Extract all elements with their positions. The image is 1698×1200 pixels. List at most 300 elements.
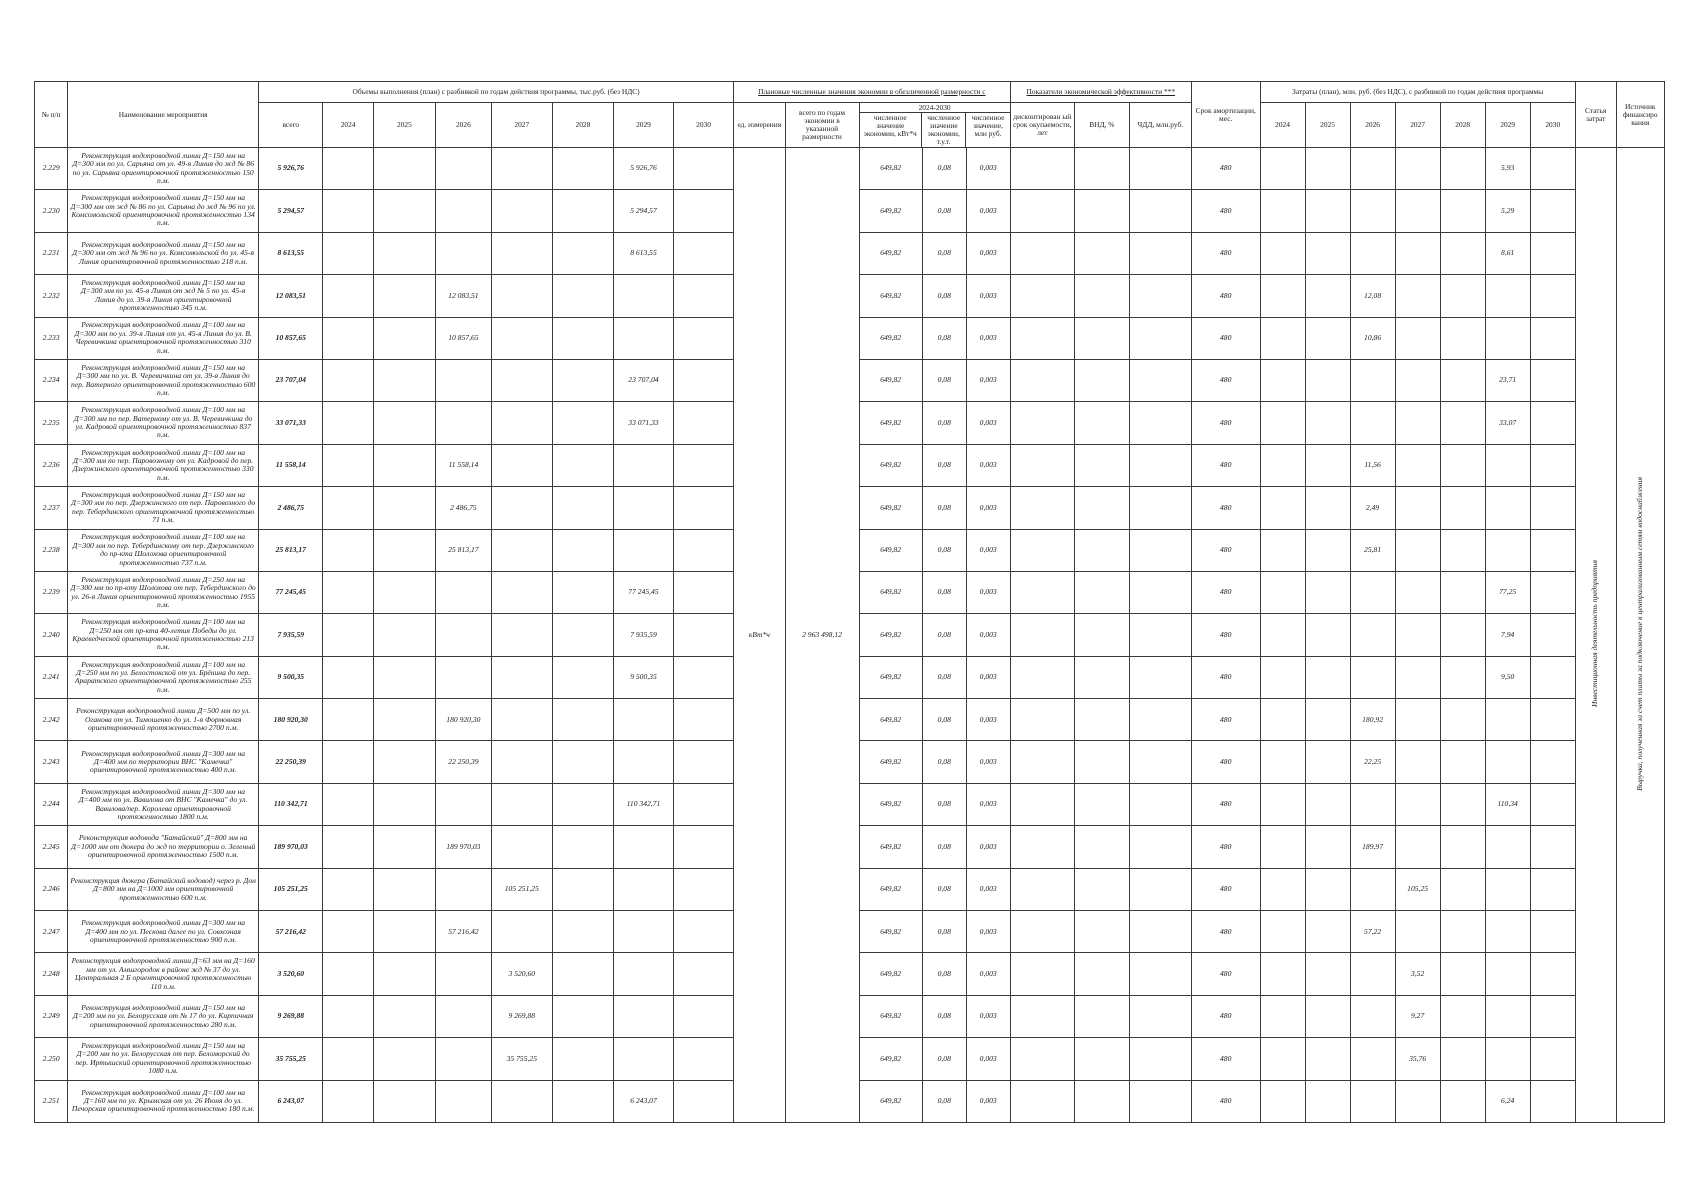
row-saving-kwh: 649,82 <box>859 148 922 190</box>
header-name: Наименование мероприятия <box>68 82 259 148</box>
row-vnd <box>1075 529 1130 571</box>
row-number: 2.245 <box>35 826 68 868</box>
row-volume-2030 <box>674 699 734 741</box>
row-cost-2028 <box>1440 1080 1485 1122</box>
header-cost-2029: 2029 <box>1485 103 1530 148</box>
row-cost-2029 <box>1485 1038 1530 1080</box>
row-saving-tut: 0,08 <box>922 232 966 274</box>
row-total-volume: 8 613,55 <box>259 232 323 274</box>
row-cost-2026: 10,86 <box>1350 317 1395 359</box>
row-measure-name: Реконструкция водопроводной линии Д=300 мм на Д=400 мм по территории ВНС "Камечка" ориентировочной протяженностью 400 п.м. <box>68 741 259 783</box>
header-year-2030: 2030 <box>674 103 734 148</box>
header-costs-group: Затраты (план), млн. руб. (без НДС), с разбивкой по годам действия программы <box>1260 82 1575 103</box>
row-volume-2025 <box>373 614 435 656</box>
row-measure-name: Реконструкция водопроводной линии Д=100 мм на Д=250 мм по ул. Белостокской от ул. Брёнина до пер. Араратского ориентировочной протяженностью 255 п.м. <box>68 656 259 698</box>
row-saving-rub: 0,003 <box>966 868 1010 910</box>
row-chdd <box>1129 148 1191 190</box>
row-cost-2025 <box>1305 911 1350 953</box>
row-cost-2030 <box>1530 868 1575 910</box>
row-volume-2029 <box>613 826 673 868</box>
row-total-volume: 5 294,57 <box>259 190 323 232</box>
row-volume-2028 <box>552 190 613 232</box>
row-saving-rub: 0,003 <box>966 275 1010 317</box>
row-cost-2027 <box>1395 614 1440 656</box>
row-cost-2028 <box>1440 571 1485 613</box>
row-payback <box>1010 232 1074 274</box>
header-cost-2026: 2026 <box>1350 103 1395 148</box>
row-volume-2026 <box>436 868 492 910</box>
row-cost-2029 <box>1485 275 1530 317</box>
row-cost-2030 <box>1530 953 1575 995</box>
row-cost-2026 <box>1350 190 1395 232</box>
row-cost-2029 <box>1485 741 1530 783</box>
source-merged-cell <box>1616 148 1664 1123</box>
row-volume-2026: 57 216,42 <box>436 911 492 953</box>
row-cost-2026 <box>1350 148 1395 190</box>
row-volume-2029 <box>613 444 673 486</box>
row-amortization: 480 <box>1191 741 1260 783</box>
row-measure-name: Реконструкция водопроводной линии Д=100 мм на Д=300 мм по ул. 39-я Линия от ул. 45-я Линия до ул. В. Черевичкина ориентировочной протяженностью 310 п.м. <box>68 317 259 359</box>
row-vnd <box>1075 614 1130 656</box>
row-measure-name: Реконструкция водопроводной линии Д=300 мм на Д=400 мм по ул. Вавилова от ВНС "Камечка" до ул. Вавилова/пер. Королева ориентировочной протяженностью 1800 п.м. <box>68 783 259 825</box>
row-cost-2029: 8,61 <box>1485 232 1530 274</box>
row-cost-2024 <box>1260 699 1305 741</box>
row-amortization: 480 <box>1191 783 1260 825</box>
row-measure-name: Реконструкция водовода "Батайский" Д=800 мм на Д=1000 мм от дюкера до жд по территории о. Зеленый ориентировочной протяженностью 1500 п.м. <box>68 826 259 868</box>
row-volume-2027 <box>491 783 552 825</box>
row-vnd <box>1075 1038 1130 1080</box>
row-saving-rub: 0,003 <box>966 232 1010 274</box>
row-saving-rub: 0,003 <box>966 359 1010 401</box>
row-vnd <box>1075 741 1130 783</box>
row-cost-2028 <box>1440 402 1485 444</box>
row-cost-2030 <box>1530 911 1575 953</box>
header-volumes-group: Объемы выполнения (план) с разбивкой по годам действия программы, тыс.руб. (без НДС) <box>259 82 734 103</box>
row-volume-2028 <box>552 487 613 529</box>
row-cost-2026: 2,49 <box>1350 487 1395 529</box>
header-year-2028: 2028 <box>552 103 613 148</box>
row-cost-2029: 33,07 <box>1485 402 1530 444</box>
row-vnd <box>1075 232 1130 274</box>
row-volume-2025 <box>373 1080 435 1122</box>
row-volume-2026 <box>436 190 492 232</box>
row-cost-2027: 3,52 <box>1395 953 1440 995</box>
row-saving-kwh: 649,82 <box>859 487 922 529</box>
row-volume-2029: 7 935,59 <box>613 614 673 656</box>
row-volume-2025 <box>373 571 435 613</box>
row-saving-tut: 0,08 <box>922 402 966 444</box>
row-cost-2030 <box>1530 699 1575 741</box>
row-number: 2.235 <box>35 402 68 444</box>
row-volume-2030 <box>674 275 734 317</box>
row-saving-tut: 0,08 <box>922 1080 966 1122</box>
unit-merged-cell: кВт*ч <box>734 148 785 1123</box>
row-cost-2026 <box>1350 783 1395 825</box>
row-volume-2029: 77 245,45 <box>613 571 673 613</box>
row-cost-2028 <box>1440 656 1485 698</box>
row-volume-2028 <box>552 232 613 274</box>
row-cost-2024 <box>1260 995 1305 1037</box>
row-cost-2027 <box>1395 741 1440 783</box>
row-total-volume: 35 755,25 <box>259 1038 323 1080</box>
row-volume-2026: 2 486,75 <box>436 487 492 529</box>
row-chdd <box>1129 868 1191 910</box>
row-cost-2030 <box>1530 148 1575 190</box>
row-saving-tut: 0,08 <box>922 275 966 317</box>
row-cost-2027 <box>1395 529 1440 571</box>
row-cost-2028 <box>1440 699 1485 741</box>
row-volume-2027 <box>491 275 552 317</box>
row-cost-2024 <box>1260 826 1305 868</box>
row-cost-2025 <box>1305 656 1350 698</box>
row-cost-2026 <box>1350 232 1395 274</box>
row-cost-2027 <box>1395 444 1440 486</box>
row-total-volume: 10 857,65 <box>259 317 323 359</box>
row-volume-2027: 105 251,25 <box>491 868 552 910</box>
row-cost-2028 <box>1440 529 1485 571</box>
header-num-kwh: численное значение экономии, кВт*ч <box>860 113 922 147</box>
row-vnd <box>1075 444 1130 486</box>
row-saving-rub: 0,003 <box>966 656 1010 698</box>
row-total-volume: 77 245,45 <box>259 571 323 613</box>
row-cost-2025 <box>1305 1080 1350 1122</box>
row-volume-2024 <box>323 826 373 868</box>
row-cost-2027 <box>1395 911 1440 953</box>
row-volume-2028 <box>552 656 613 698</box>
row-volume-2030 <box>674 953 734 995</box>
row-total-volume: 11 558,14 <box>259 444 323 486</box>
row-volume-2029 <box>613 1038 673 1080</box>
row-cost-2026 <box>1350 614 1395 656</box>
row-cost-2026 <box>1350 953 1395 995</box>
row-vnd <box>1075 953 1130 995</box>
row-cost-2028 <box>1440 1038 1485 1080</box>
row-saving-kwh: 649,82 <box>859 783 922 825</box>
row-measure-name: Реконструкция водопроводной линии Д=150 мм на Д=300 мм по ул. 45-я Линия от жд № 5 по ул. 45-я Линия до ул. 39-я Линия ориентировочной протяженностью 345 п.м. <box>68 275 259 317</box>
row-chdd <box>1129 614 1191 656</box>
row-cost-2030 <box>1530 359 1575 401</box>
row-vnd <box>1075 359 1130 401</box>
row-volume-2024 <box>323 402 373 444</box>
row-volume-2029: 6 243,07 <box>613 1080 673 1122</box>
row-vnd <box>1075 402 1130 444</box>
row-cost-2024 <box>1260 148 1305 190</box>
row-volume-2024 <box>323 190 373 232</box>
row-volume-2027 <box>491 614 552 656</box>
row-volume-2026 <box>436 783 492 825</box>
row-volume-2028 <box>552 402 613 444</box>
row-cost-2030 <box>1530 1080 1575 1122</box>
row-amortization: 480 <box>1191 529 1260 571</box>
row-volume-2030 <box>674 190 734 232</box>
row-cost-2027: 9,27 <box>1395 995 1440 1037</box>
row-saving-rub: 0,003 <box>966 1038 1010 1080</box>
row-volume-2026 <box>436 614 492 656</box>
row-chdd <box>1129 995 1191 1037</box>
row-number: 2.240 <box>35 614 68 656</box>
row-volume-2025 <box>373 911 435 953</box>
row-number: 2.232 <box>35 275 68 317</box>
row-chdd <box>1129 444 1191 486</box>
row-cost-2024 <box>1260 614 1305 656</box>
row-total-volume: 33 071,33 <box>259 402 323 444</box>
row-saving-kwh: 649,82 <box>859 190 922 232</box>
row-volume-2025 <box>373 359 435 401</box>
row-saving-kwh: 649,82 <box>859 359 922 401</box>
row-cost-2028 <box>1440 487 1485 529</box>
row-cost-2027 <box>1395 571 1440 613</box>
row-cost-2028 <box>1440 911 1485 953</box>
document-sheet <box>34 81 1665 1123</box>
row-cost-2025 <box>1305 614 1350 656</box>
row-vnd <box>1075 656 1130 698</box>
row-cost-2027 <box>1395 232 1440 274</box>
row-volume-2024 <box>323 148 373 190</box>
row-cost-2027 <box>1395 317 1440 359</box>
row-number: 2.242 <box>35 699 68 741</box>
row-saving-rub: 0,003 <box>966 614 1010 656</box>
row-volume-2027 <box>491 529 552 571</box>
row-total-volume: 25 813,17 <box>259 529 323 571</box>
row-volume-2026 <box>436 1038 492 1080</box>
row-amortization: 480 <box>1191 656 1260 698</box>
row-volume-2029 <box>613 911 673 953</box>
row-measure-name: Реконструкция водопроводной линии Д=150 мм на Д=300 мм по пер. Дзержинского от пер. Паровозного до пер. Тебердинского ориентировочной протяженностью 71 п.м. <box>68 487 259 529</box>
row-volume-2030 <box>674 1080 734 1122</box>
row-cost-2026: 189,97 <box>1350 826 1395 868</box>
row-cost-2028 <box>1440 148 1485 190</box>
row-saving-tut: 0,08 <box>922 317 966 359</box>
row-measure-name: Реконструкция водопроводной линии Д=250 мм на Д=300 мм по пр-кту Шолохова от пер. Тебердинского до ул. 26-я Линия ориентировочной протяженностью 1955 п.м. <box>68 571 259 613</box>
row-volume-2025 <box>373 402 435 444</box>
row-saving-tut: 0,08 <box>922 1038 966 1080</box>
row-saving-rub: 0,003 <box>966 487 1010 529</box>
row-chdd <box>1129 911 1191 953</box>
row-amortization: 480 <box>1191 1038 1260 1080</box>
row-chdd <box>1129 487 1191 529</box>
row-cost-2028 <box>1440 783 1485 825</box>
row-volume-2030 <box>674 741 734 783</box>
row-vnd <box>1075 571 1130 613</box>
row-chdd <box>1129 741 1191 783</box>
row-amortization: 480 <box>1191 614 1260 656</box>
row-volume-2029: 5 926,76 <box>613 148 673 190</box>
row-volume-2025 <box>373 444 435 486</box>
row-volume-2030 <box>674 868 734 910</box>
row-volume-2029: 110 342,71 <box>613 783 673 825</box>
row-saving-rub: 0,003 <box>966 1080 1010 1122</box>
row-volume-2025 <box>373 529 435 571</box>
row-volume-2027: 35 755,25 <box>491 1038 552 1080</box>
row-chdd <box>1129 571 1191 613</box>
row-vnd <box>1075 148 1130 190</box>
row-cost-2026: 22,25 <box>1350 741 1395 783</box>
row-cost-2025 <box>1305 529 1350 571</box>
row-amortization: 480 <box>1191 402 1260 444</box>
row-volume-2025 <box>373 232 435 274</box>
row-cost-2025 <box>1305 868 1350 910</box>
row-volume-2028 <box>552 741 613 783</box>
row-volume-2027 <box>491 571 552 613</box>
row-cost-2024 <box>1260 571 1305 613</box>
row-saving-tut: 0,08 <box>922 783 966 825</box>
row-number: 2.237 <box>35 487 68 529</box>
row-vnd <box>1075 487 1130 529</box>
row-number: 2.234 <box>35 359 68 401</box>
row-volume-2027 <box>491 402 552 444</box>
row-saving-rub: 0,003 <box>966 148 1010 190</box>
row-cost-2028 <box>1440 614 1485 656</box>
row-volume-2025 <box>373 995 435 1037</box>
row-amortization: 480 <box>1191 190 1260 232</box>
row-payback <box>1010 148 1074 190</box>
row-volume-2027 <box>491 911 552 953</box>
row-saving-kwh: 649,82 <box>859 275 922 317</box>
row-volume-2026 <box>436 402 492 444</box>
row-vnd <box>1075 826 1130 868</box>
row-cost-2024 <box>1260 190 1305 232</box>
row-vnd <box>1075 699 1130 741</box>
row-volume-2029 <box>613 487 673 529</box>
row-saving-tut: 0,08 <box>922 614 966 656</box>
row-cost-2026: 25,81 <box>1350 529 1395 571</box>
row-cost-2026 <box>1350 402 1395 444</box>
row-cost-2029 <box>1485 953 1530 995</box>
row-measure-name: Реконструкция водопроводной линии Д=150 мм на Д=300 мм по ул. Сарьяна от ул. 49-я Линия до жд № 86 по ул. Сарьяна ориентировочной протяженностью 150 п.м. <box>68 148 259 190</box>
row-cost-2025 <box>1305 190 1350 232</box>
row-saving-rub: 0,003 <box>966 699 1010 741</box>
row-measure-name: Реконструкция водопроводной линии Д=100 мм на Д=160 мм по ул. Крымская от ул. 26 Июня до ул. Печорская ориентировочной протяженностью 180 п.м. <box>68 1080 259 1122</box>
row-cost-2024 <box>1260 487 1305 529</box>
row-cost-2026 <box>1350 359 1395 401</box>
row-cost-2027 <box>1395 783 1440 825</box>
row-number: 2.247 <box>35 911 68 953</box>
row-number: 2.243 <box>35 741 68 783</box>
row-volume-2024 <box>323 783 373 825</box>
row-measure-name: Реконструкция водопроводной линии Д=100 мм на Д=250 мм от пр-кта 40-летия Победы до ул. Краеведческой ориентировочной протяженностью 213 п.м. <box>68 614 259 656</box>
row-saving-rub: 0,003 <box>966 317 1010 359</box>
row-saving-tut: 0,08 <box>922 444 966 486</box>
row-volume-2029 <box>613 699 673 741</box>
row-cost-2029 <box>1485 317 1530 359</box>
row-cost-2024 <box>1260 529 1305 571</box>
row-cost-2024 <box>1260 868 1305 910</box>
row-saving-kwh: 649,82 <box>859 995 922 1037</box>
row-cost-2026: 12,08 <box>1350 275 1395 317</box>
header-total-by-years: всего по годам экономии в указанной размерности <box>785 103 859 148</box>
row-saving-kwh: 649,82 <box>859 529 922 571</box>
row-measure-name: Реконструкция водопроводной линии Д=150 мм на Д=200 мм по ул. Белорусская от № 17 до ул. Кирпичная ориентировочной протяженностью 280 п.м. <box>68 995 259 1037</box>
investment-program-table <box>34 81 1665 1123</box>
row-volume-2024 <box>323 444 373 486</box>
row-saving-rub: 0,003 <box>966 783 1010 825</box>
row-volume-2030 <box>674 995 734 1037</box>
row-cost-2029: 9,50 <box>1485 656 1530 698</box>
row-volume-2029 <box>613 953 673 995</box>
row-saving-kwh: 649,82 <box>859 232 922 274</box>
row-cost-2029: 6,24 <box>1485 1080 1530 1122</box>
row-cost-2030 <box>1530 783 1575 825</box>
row-volume-2029: 23 707,04 <box>613 359 673 401</box>
row-volume-2025 <box>373 783 435 825</box>
row-payback <box>1010 1080 1074 1122</box>
row-volume-2026 <box>436 148 492 190</box>
row-chdd <box>1129 275 1191 317</box>
row-cost-2027 <box>1395 148 1440 190</box>
row-payback <box>1010 826 1074 868</box>
row-volume-2030 <box>674 148 734 190</box>
row-saving-kwh: 649,82 <box>859 699 922 741</box>
row-volume-2027 <box>491 359 552 401</box>
row-cost-2024 <box>1260 783 1305 825</box>
row-saving-kwh: 649,82 <box>859 317 922 359</box>
row-amortization: 480 <box>1191 359 1260 401</box>
row-saving-kwh: 649,82 <box>859 571 922 613</box>
row-saving-rub: 0,003 <box>966 571 1010 613</box>
header-year-2029: 2029 <box>613 103 673 148</box>
row-volume-2028 <box>552 614 613 656</box>
row-volume-2030 <box>674 1038 734 1080</box>
row-volume-2027 <box>491 826 552 868</box>
row-volume-2030 <box>674 444 734 486</box>
row-volume-2024 <box>323 571 373 613</box>
row-volume-2025 <box>373 148 435 190</box>
row-volume-2027: 3 520,60 <box>491 953 552 995</box>
row-volume-2026 <box>436 656 492 698</box>
row-saving-tut: 0,08 <box>922 359 966 401</box>
row-volume-2026: 10 857,65 <box>436 317 492 359</box>
header-year-2024: 2024 <box>323 103 373 148</box>
row-saving-kwh: 649,82 <box>859 1038 922 1080</box>
row-saving-tut: 0,08 <box>922 741 966 783</box>
article-text: Инвестиционная деятельность предприятия <box>1590 560 1600 708</box>
row-saving-rub: 0,003 <box>966 826 1010 868</box>
row-cost-2029: 110,34 <box>1485 783 1530 825</box>
row-volume-2027: 9 269,88 <box>491 995 552 1037</box>
row-volume-2028 <box>552 699 613 741</box>
row-volume-2027 <box>491 317 552 359</box>
row-number: 2.230 <box>35 190 68 232</box>
row-volume-2025 <box>373 868 435 910</box>
source-text: Выручка, полученная за счет платы за подключение к централизованным сетям водоснабжения <box>1635 476 1645 791</box>
row-total-volume: 180 920,30 <box>259 699 323 741</box>
header-cost-2028: 2028 <box>1440 103 1485 148</box>
row-cost-2029 <box>1485 699 1530 741</box>
row-cost-2028 <box>1440 232 1485 274</box>
row-saving-tut: 0,08 <box>922 868 966 910</box>
row-cost-2030 <box>1530 444 1575 486</box>
row-volume-2028 <box>552 995 613 1037</box>
row-total-volume: 23 707,04 <box>259 359 323 401</box>
row-cost-2030 <box>1530 232 1575 274</box>
header-total: всего <box>259 103 323 148</box>
row-saving-tut: 0,08 <box>922 911 966 953</box>
row-volume-2028 <box>552 571 613 613</box>
row-volume-2029 <box>613 995 673 1037</box>
row-saving-kwh: 649,82 <box>859 444 922 486</box>
row-volume-2029 <box>613 275 673 317</box>
row-cost-2025 <box>1305 699 1350 741</box>
row-volume-2025 <box>373 656 435 698</box>
row-volume-2024 <box>323 275 373 317</box>
row-volume-2029 <box>613 741 673 783</box>
header-cost-2024: 2024 <box>1260 103 1305 148</box>
header-year-2026: 2026 <box>436 103 492 148</box>
row-cost-2029 <box>1485 911 1530 953</box>
header-cost-2025: 2025 <box>1305 103 1350 148</box>
row-cost-2030 <box>1530 614 1575 656</box>
row-number: 2.251 <box>35 1080 68 1122</box>
